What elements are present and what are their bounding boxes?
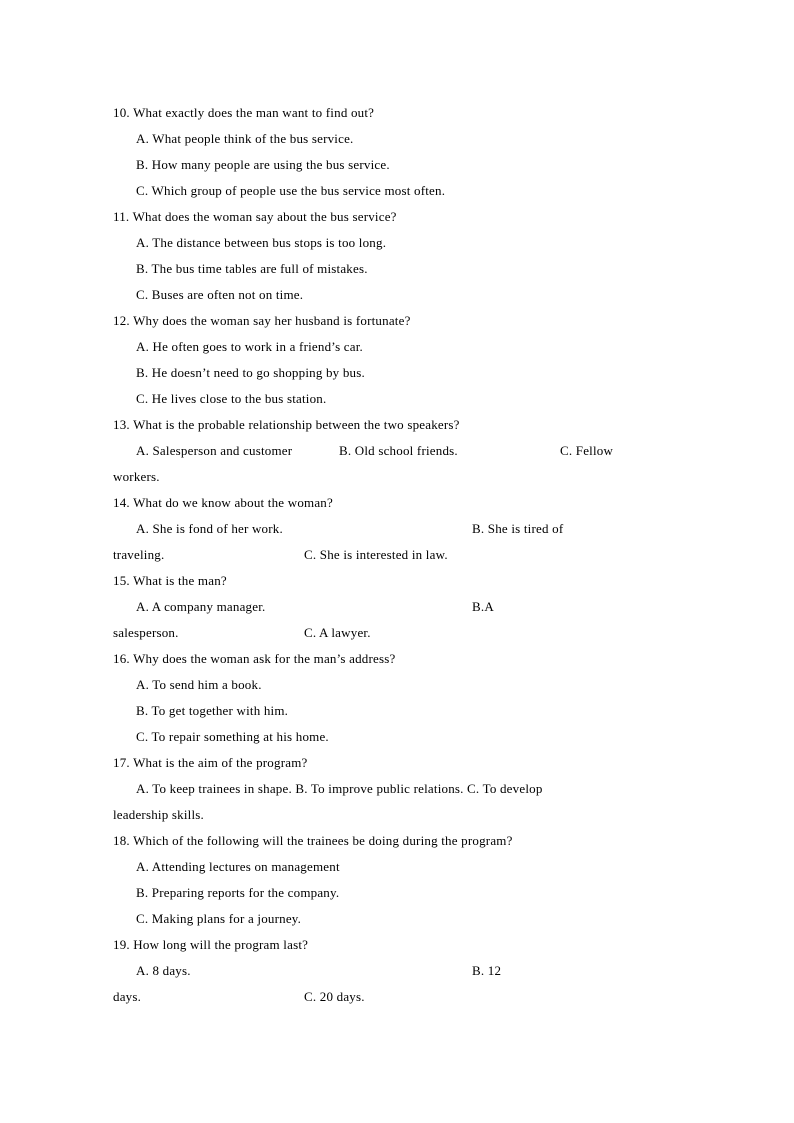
question-13-option-c: C. Fellow — [560, 443, 614, 458]
question-12-option-b: B. He doesn’t need to go shopping by bus. — [136, 365, 365, 380]
question-11-option-a: A. The distance between bus stops is too long. — [136, 235, 387, 250]
question-10-stem: 10. What exactly does the man want to find out? — [113, 105, 375, 120]
question-12-stem: 12. Why does the woman say her husband is fortunate? — [113, 313, 411, 328]
question-18-stem: 18. Which of the following will the trainees be doing during the program? — [113, 833, 513, 848]
question-13-stem: 13. What is the probable relationship between the two speakers? — [113, 417, 460, 432]
question-15-stem: 15. What is the man? — [113, 573, 227, 588]
question-18-option-c: C. Making plans for a journey. — [136, 911, 302, 926]
question-11-stem: 11. What does the woman say about the bus service? — [113, 209, 397, 224]
question-16-option-a: A. To send him a book. — [136, 677, 262, 692]
question-19-option-b: B. 12 — [472, 963, 502, 978]
question-17-stem: 17. What is the aim of the program? — [113, 755, 308, 770]
question-19-option-c: C. 20 days. — [304, 989, 365, 1004]
question-15-option-b-wrap: salesperson. — [113, 625, 179, 640]
question-16-stem: 16. Why does the woman ask for the man’s address? — [113, 651, 396, 666]
question-18-option-b: B. Preparing reports for the company. — [136, 885, 340, 900]
question-19-stem: 19. How long will the program last? — [113, 937, 309, 952]
question-16-option-b: B. To get together with him. — [136, 703, 289, 718]
question-10-option-c: C. Which group of people use the bus service most often. — [136, 183, 446, 198]
question-10-option-b: B. How many people are using the bus service. — [136, 157, 390, 172]
question-13-option-c-wrap: workers. — [113, 469, 160, 484]
question-11-option-c: C. Buses are often not on time. — [136, 287, 304, 302]
question-12-option-a: A. He often goes to work in a friend’s car. — [136, 339, 364, 354]
question-15-option-c: C. A lawyer. — [304, 625, 371, 640]
question-15-option-b: B.A — [472, 599, 494, 614]
question-14-stem: 14. What do we know about the woman? — [113, 495, 333, 510]
question-17-options: A. To keep trainees in shape. B. To improve public relations. C. To develop — [136, 781, 543, 796]
question-17-options-wrap: leadership skills. — [113, 807, 204, 822]
question-14-option-c: C. She is interested in law. — [304, 547, 448, 562]
question-11-option-b: B. The bus time tables are full of mistakes. — [136, 261, 368, 276]
question-19-option-a: A. 8 days. — [136, 963, 191, 978]
question-19-option-b-wrap: days. — [113, 989, 142, 1004]
question-16-option-c: C. To repair something at his home. — [136, 729, 329, 744]
question-14-option-a: A. She is fond of her work. — [136, 521, 283, 536]
question-14-option-b: B. She is tired of — [472, 521, 564, 536]
question-13-option-a: A. Salesperson and customer — [136, 443, 293, 458]
question-14-option-b-wrap: traveling. — [113, 547, 165, 562]
question-12-option-c: C. He lives close to the bus station. — [136, 391, 327, 406]
question-13-option-b: B. Old school friends. — [339, 443, 458, 458]
question-15-option-a: A. A company manager. — [136, 599, 266, 614]
question-10-option-a: A. What people think of the bus service. — [136, 131, 354, 146]
question-18-option-a: A. Attending lectures on management — [136, 859, 340, 874]
